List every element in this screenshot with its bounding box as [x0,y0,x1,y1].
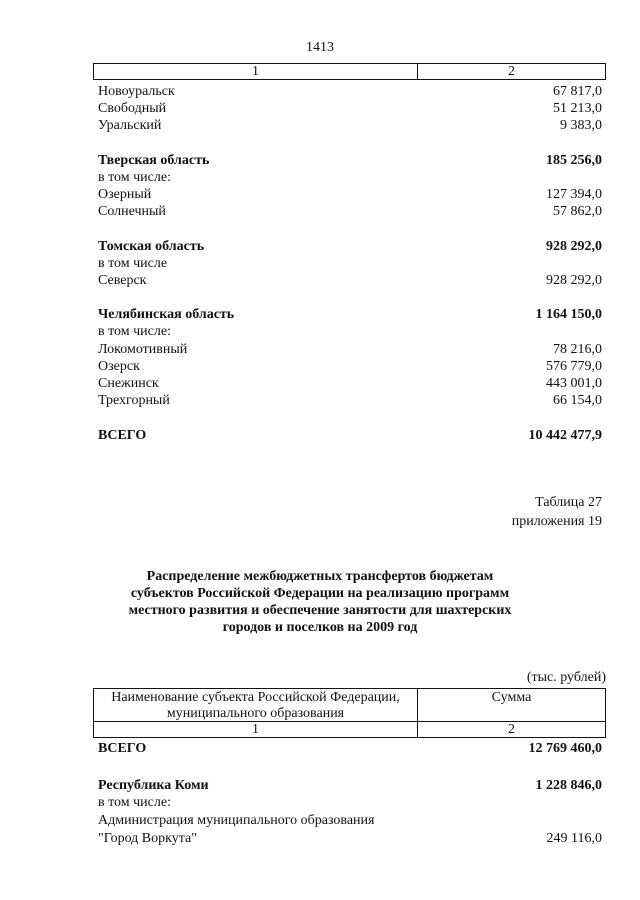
table-row-region [98,777,602,794]
row-value: 1 164 150,0 [535,307,602,322]
row-value: 576 779,0 [546,359,602,374]
table-row [98,203,602,220]
table-row-region [98,306,602,323]
column-number-2: 2 [508,64,515,79]
table-row [98,186,602,203]
table-row-region [98,238,602,255]
table-row [98,812,602,829]
top-table-column-numbers [93,63,606,80]
table-row [98,272,602,289]
row-name: "Город Воркута" [98,831,197,846]
table-row [98,375,602,392]
row-name: Администрация муниципального образования [98,813,375,828]
table-row-total [98,427,602,444]
table-row [98,794,602,811]
row-value: 127 394,0 [546,187,602,202]
units-label: (тыс. рублей) [526,670,606,685]
row-name: Озерный [98,187,152,202]
row-value: 928 292,0 [546,273,602,288]
row-value: 9 383,0 [560,118,602,133]
row-name: Северск [98,273,147,288]
row-value: 185 256,0 [546,153,602,168]
row-name: в том числе [98,256,168,271]
table-row [98,117,602,134]
row-name: Озерск [98,359,140,374]
row-name: в том числе: [98,795,171,810]
table-ref-appendix: приложения 19 [511,514,602,529]
table-row [98,169,602,186]
table-heading-line-4: городов и поселков на 2009 год [222,620,418,635]
row-value: 1 228 846,0 [535,778,602,793]
row-value: 51 213,0 [553,101,602,116]
header-column-sum: Сумма [491,690,532,705]
table-row [98,830,602,847]
row-name: Новоуральск [98,84,175,99]
page-number: 1413 [306,40,334,55]
table-row [98,255,602,272]
row-name: ВСЕГО [98,741,147,756]
header-column-name [94,689,418,721]
row-name: Челябинская область [98,307,235,322]
row-value: 443 001,0 [546,376,602,391]
table-row [98,358,602,375]
row-value: 78 216,0 [553,342,602,357]
row-value: 67 817,0 [553,84,602,99]
table-row [98,83,602,100]
row-name: Трехгорный [98,393,170,408]
row-name: в том числе: [98,170,171,185]
row-value: 249 116,0 [546,831,602,846]
row-name: Солнечный [98,204,166,219]
table-heading-line-2: субъектов Российской Федерации на реализацию программ [130,586,510,601]
header-column-name-line-2: муниципального образования [166,706,345,721]
column-number-1: 1 [94,64,418,79]
row-value: 12 769 460,0 [528,741,602,756]
table-row [98,392,602,409]
row-name: ВСЕГО [98,428,147,443]
row-name: Томская область [98,239,205,254]
row-value: 66 154,0 [553,393,602,408]
table-row-region [98,152,602,169]
row-name: Локомотивный [98,342,188,357]
row-name: в том числе: [98,324,171,339]
table-row [98,341,602,358]
row-value: 57 862,0 [553,204,602,219]
table-heading-line-3: местного развития и обеспечение занятости для шахтерских [128,603,512,618]
table-row [98,323,602,340]
column-number-2: 2 [508,722,515,737]
column-number-1: 1 [94,722,418,737]
row-name: Свободный [98,101,167,116]
table-ref-number: Таблица 27 [535,495,602,510]
row-name: Уральский [98,118,162,133]
table-row-total [98,740,602,757]
bottom-table-header [93,688,606,722]
row-name: Республика Коми [98,778,209,793]
row-value: 10 442 477,9 [528,428,602,443]
table-row [98,100,602,117]
table-heading-line-1: Распределение межбюджетных трансфертов бюджетам [146,569,494,584]
row-value: 928 292,0 [546,239,602,254]
row-name: Тверская область [98,153,210,168]
row-name: Снежинск [98,376,159,391]
header-column-name-line-1: Наименование субъекта Российской Федерации, [111,690,400,705]
bottom-table-column-numbers [93,721,606,738]
